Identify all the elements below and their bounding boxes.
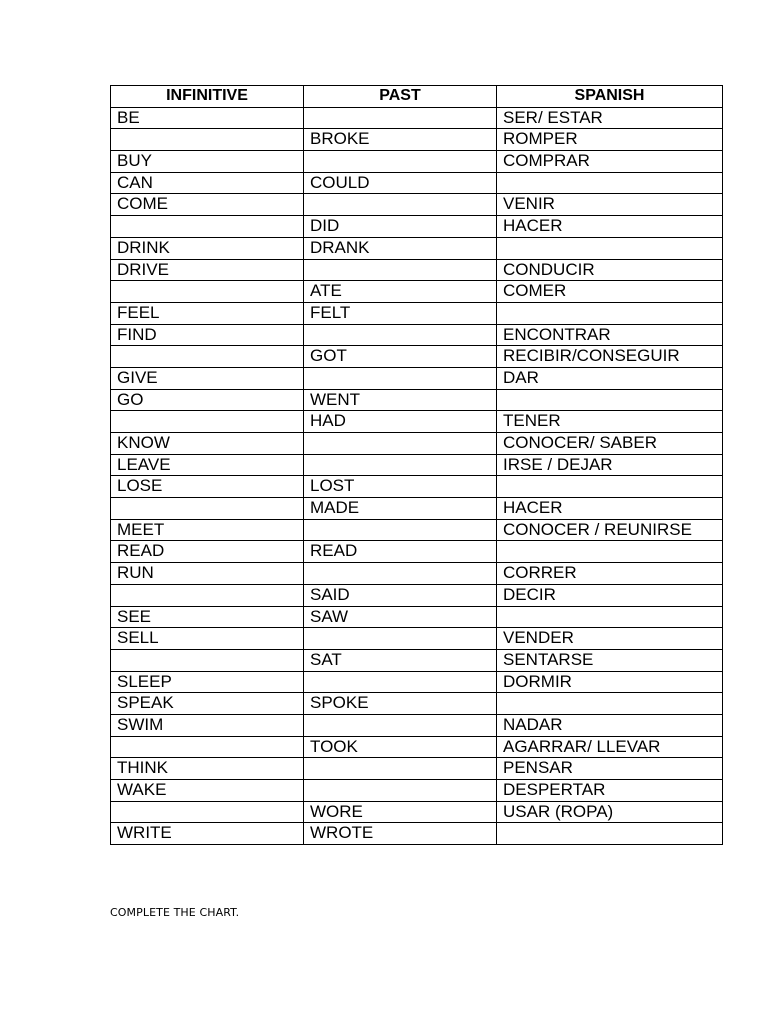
table-row xyxy=(111,693,723,715)
infinitive-cell: KNOW xyxy=(111,433,304,455)
table-row xyxy=(111,411,723,433)
table-row xyxy=(111,541,723,563)
past-cell: WORE xyxy=(304,801,497,823)
spanish-cell: CONOCER/ SABER xyxy=(497,433,723,455)
infinitive-cell xyxy=(111,216,304,238)
table-row xyxy=(111,454,723,476)
spanish-cell: DESPERTAR xyxy=(497,780,723,802)
infinitive-cell xyxy=(111,411,304,433)
past-cell: HAD xyxy=(304,411,497,433)
past-cell xyxy=(304,519,497,541)
table-row xyxy=(111,649,723,671)
table-row xyxy=(111,780,723,802)
spanish-cell: COMER xyxy=(497,281,723,303)
infinitive-cell: GO xyxy=(111,389,304,411)
past-cell: ATE xyxy=(304,281,497,303)
header-infinitive: INFINITIVE xyxy=(111,86,304,108)
table-row xyxy=(111,736,723,758)
spanish-cell: VENIR xyxy=(497,194,723,216)
spanish-cell: DECIR xyxy=(497,584,723,606)
infinitive-cell xyxy=(111,129,304,151)
table-row xyxy=(111,758,723,780)
past-cell xyxy=(304,671,497,693)
table-row xyxy=(111,346,723,368)
table-row xyxy=(111,584,723,606)
past-cell: FELT xyxy=(304,302,497,324)
past-cell: COULD xyxy=(304,172,497,194)
spanish-cell: PENSAR xyxy=(497,758,723,780)
infinitive-cell: WAKE xyxy=(111,780,304,802)
infinitive-cell xyxy=(111,649,304,671)
spanish-cell: RECIBIR/CONSEGUIR xyxy=(497,346,723,368)
infinitive-cell: SWIM xyxy=(111,714,304,736)
infinitive-cell xyxy=(111,346,304,368)
table-row xyxy=(111,324,723,346)
infinitive-cell xyxy=(111,584,304,606)
past-cell xyxy=(304,324,497,346)
spanish-cell: COMPRAR xyxy=(497,151,723,173)
past-cell xyxy=(304,714,497,736)
spanish-cell: HACER xyxy=(497,216,723,238)
infinitive-cell: CAN xyxy=(111,172,304,194)
infinitive-cell: THINK xyxy=(111,758,304,780)
infinitive-cell: LOSE xyxy=(111,476,304,498)
spanish-cell: HACER xyxy=(497,498,723,520)
table-row xyxy=(111,367,723,389)
table-row xyxy=(111,606,723,628)
past-cell: MADE xyxy=(304,498,497,520)
table-row xyxy=(111,498,723,520)
infinitive-cell xyxy=(111,801,304,823)
past-cell: SAT xyxy=(304,649,497,671)
infinitive-cell: FIND xyxy=(111,324,304,346)
infinitive-cell: READ xyxy=(111,541,304,563)
spanish-cell: NADAR xyxy=(497,714,723,736)
infinitive-cell: COME xyxy=(111,194,304,216)
infinitive-cell: SEE xyxy=(111,606,304,628)
spanish-cell: SENTARSE xyxy=(497,649,723,671)
table-row xyxy=(111,259,723,281)
past-cell: SAID xyxy=(304,584,497,606)
infinitive-cell: BE xyxy=(111,107,304,129)
spanish-cell: CONDUCIR xyxy=(497,259,723,281)
infinitive-cell: WRITE xyxy=(111,823,304,845)
table-row xyxy=(111,476,723,498)
past-cell xyxy=(304,259,497,281)
past-cell: WENT xyxy=(304,389,497,411)
spanish-cell xyxy=(497,172,723,194)
spanish-cell xyxy=(497,237,723,259)
infinitive-cell: SLEEP xyxy=(111,671,304,693)
past-cell: DID xyxy=(304,216,497,238)
past-cell: READ xyxy=(304,541,497,563)
past-cell xyxy=(304,433,497,455)
table-row xyxy=(111,823,723,845)
infinitive-cell: RUN xyxy=(111,563,304,585)
infinitive-cell: DRINK xyxy=(111,237,304,259)
verb-table xyxy=(110,85,723,845)
infinitive-cell: BUY xyxy=(111,151,304,173)
spanish-cell: ROMPER xyxy=(497,129,723,151)
table-row xyxy=(111,389,723,411)
table-row xyxy=(111,433,723,455)
past-cell: SAW xyxy=(304,606,497,628)
infinitive-cell xyxy=(111,281,304,303)
infinitive-cell xyxy=(111,498,304,520)
spanish-cell: SER/ ESTAR xyxy=(497,107,723,129)
past-cell xyxy=(304,780,497,802)
past-cell: WROTE xyxy=(304,823,497,845)
table-row xyxy=(111,107,723,129)
infinitive-cell xyxy=(111,736,304,758)
past-cell xyxy=(304,107,497,129)
past-cell xyxy=(304,194,497,216)
infinitive-cell: SELL xyxy=(111,628,304,650)
past-cell: SPOKE xyxy=(304,693,497,715)
past-cell xyxy=(304,151,497,173)
spanish-cell xyxy=(497,389,723,411)
table-row xyxy=(111,628,723,650)
table-row xyxy=(111,194,723,216)
spanish-cell xyxy=(497,302,723,324)
spanish-cell xyxy=(497,606,723,628)
instruction-text: COMPLETE THE CHART. xyxy=(110,906,240,919)
header-spanish: SPANISH xyxy=(497,86,723,108)
table-row xyxy=(111,281,723,303)
table-row xyxy=(111,714,723,736)
past-cell xyxy=(304,628,497,650)
table-row xyxy=(111,216,723,238)
table-row xyxy=(111,302,723,324)
spanish-cell xyxy=(497,541,723,563)
past-cell: BROKE xyxy=(304,129,497,151)
table-body xyxy=(111,107,723,844)
table-row xyxy=(111,237,723,259)
spanish-cell: USAR (ROPA) xyxy=(497,801,723,823)
table-row xyxy=(111,172,723,194)
past-cell: TOOK xyxy=(304,736,497,758)
spanish-cell xyxy=(497,823,723,845)
past-cell: LOST xyxy=(304,476,497,498)
spanish-cell xyxy=(497,476,723,498)
spanish-cell: CONOCER / REUNIRSE xyxy=(497,519,723,541)
spanish-cell: DORMIR xyxy=(497,671,723,693)
past-cell: GOT xyxy=(304,346,497,368)
table-row xyxy=(111,671,723,693)
header-past: PAST xyxy=(304,86,497,108)
table-header-row xyxy=(111,86,723,108)
infinitive-cell: DRIVE xyxy=(111,259,304,281)
table-row xyxy=(111,801,723,823)
spanish-cell: AGARRAR/ LLEVAR xyxy=(497,736,723,758)
spanish-cell: ENCONTRAR xyxy=(497,324,723,346)
infinitive-cell: MEET xyxy=(111,519,304,541)
spanish-cell: DAR xyxy=(497,367,723,389)
past-cell xyxy=(304,454,497,476)
past-cell: DRANK xyxy=(304,237,497,259)
spanish-cell xyxy=(497,693,723,715)
table-row xyxy=(111,129,723,151)
infinitive-cell: FEEL xyxy=(111,302,304,324)
spanish-cell: TENER xyxy=(497,411,723,433)
table-row xyxy=(111,151,723,173)
infinitive-cell: SPEAK xyxy=(111,693,304,715)
past-cell xyxy=(304,758,497,780)
spanish-cell: VENDER xyxy=(497,628,723,650)
infinitive-cell: LEAVE xyxy=(111,454,304,476)
infinitive-cell: GIVE xyxy=(111,367,304,389)
spanish-cell: IRSE / DEJAR xyxy=(497,454,723,476)
past-cell xyxy=(304,367,497,389)
table-row xyxy=(111,563,723,585)
spanish-cell: CORRER xyxy=(497,563,723,585)
table-row xyxy=(111,519,723,541)
past-cell xyxy=(304,563,497,585)
